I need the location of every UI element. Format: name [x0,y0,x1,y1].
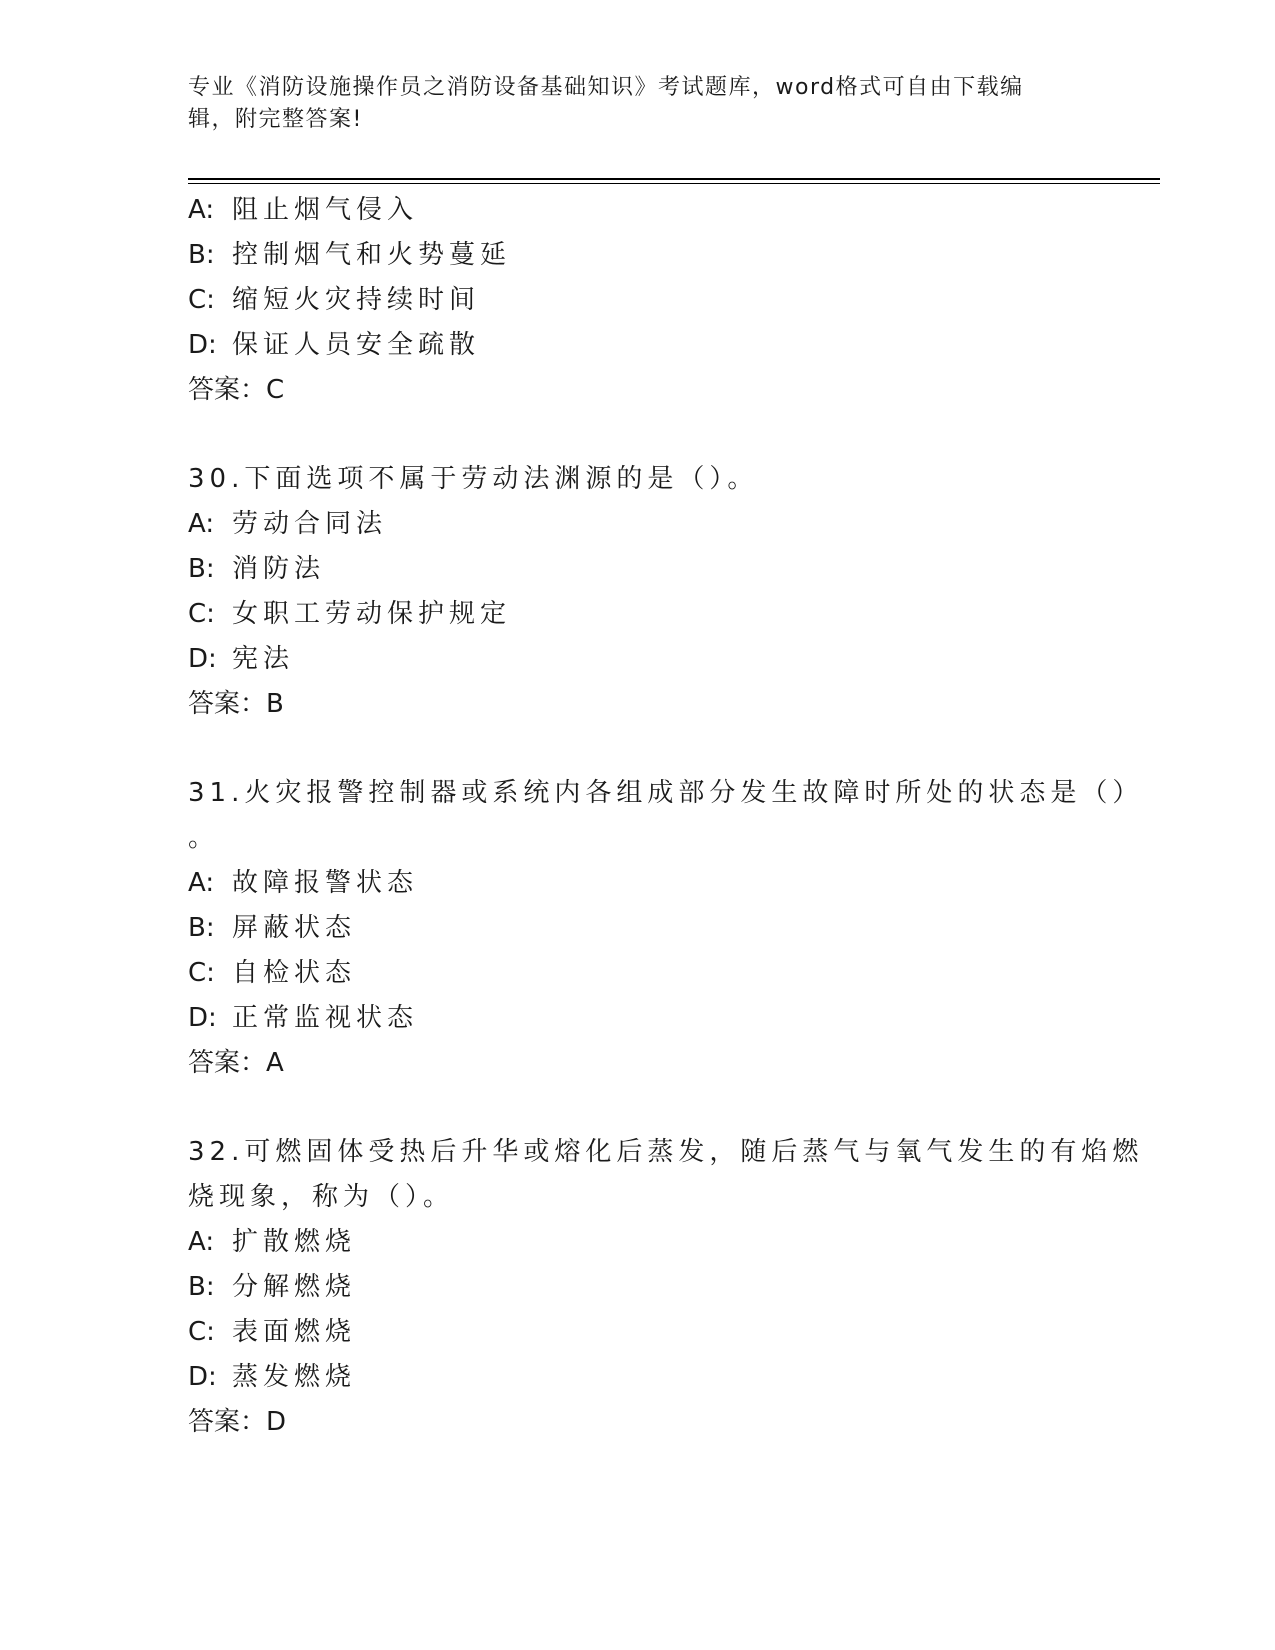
option-text: 正常监视状态 [232,1003,419,1033]
header-divider-thin [188,183,1160,184]
q31-stem-line-1: 31.火灾报警控制器或系统内各组成部分发生故障时所处的状态是（） [188,778,1144,808]
option-text: 自检状态 [232,958,357,988]
q29-answer: 答案：C [188,375,285,405]
option-key: D: [188,330,217,360]
header-line-2: 辑，附完整答案! [188,107,363,132]
option-key: C: [188,958,215,988]
q30-option-a [188,507,387,541]
option-text: 分解燃烧 [232,1272,357,1302]
option-key: C: [188,285,215,315]
option-text: 女职工劳动保护规定 [232,599,512,629]
option-key: D: [188,1362,217,1392]
option-text: 保证人员安全疏散 [232,330,481,360]
option-text: 故障报警状态 [232,868,419,898]
option-key: C: [188,599,215,629]
q30-option-d [188,642,294,676]
option-key: A: [188,195,215,225]
option-text: 缩短火灾持续时间 [232,285,481,315]
q30-option-c [188,597,511,631]
header-divider-thick [188,178,1160,180]
option-key: C: [188,1317,215,1347]
q30-answer: 答案：B [188,689,284,719]
option-key: D: [188,1003,217,1033]
option-text: 屏蔽状态 [232,913,357,943]
document-header [188,72,1068,136]
option-key: B: [188,1272,215,1302]
option-key: A: [188,868,215,898]
q31-option-c [188,956,356,990]
option-text: 表面燃烧 [232,1317,357,1347]
q29-option-a [188,193,418,227]
option-text: 控制烟气和火势蔓延 [232,240,512,270]
q31-stem-line-2: 。 [188,823,220,853]
q32-option-b [188,1270,356,1304]
q30-stem: 30.下面选项不属于劳动法渊源的是（）。 [188,464,759,494]
q32-option-a [188,1225,356,1259]
option-text: 宪法 [232,644,295,674]
q30-option-b [188,552,325,586]
option-key: B: [188,554,215,584]
option-key: A: [188,1227,215,1257]
q32-stem-line-1: 32.可燃固体受热后升华或熔化后蒸发，随后蒸气与氧气发生的有焰燃 [188,1137,1144,1167]
q29-option-c [188,283,480,317]
option-text: 劳动合同法 [232,509,388,539]
q32-answer: 答案：D [188,1407,287,1437]
q31-option-a [188,866,418,900]
option-key: B: [188,240,215,270]
option-text: 蒸发燃烧 [232,1362,357,1392]
q31-option-d [188,1001,418,1035]
option-key: D: [188,644,217,674]
option-text: 阻止烟气侵入 [232,195,419,225]
q29-option-d [188,328,480,362]
header-line-1: 专业《消防设施操作员之消防设备基础知识》考试题库，word格式可自由下载编 [188,75,1024,100]
option-key: B: [188,913,215,943]
option-key: A: [188,509,215,539]
q32-stem-line-2: 烧现象，称为（）。 [188,1182,455,1212]
q29-option-b [188,238,511,272]
option-text: 消防法 [232,554,326,584]
q32-option-d [188,1360,356,1394]
option-text: 扩散燃烧 [232,1227,357,1257]
q31-option-b [188,911,356,945]
q32-option-c [188,1315,356,1349]
q31-answer: 答案：A [188,1048,284,1078]
